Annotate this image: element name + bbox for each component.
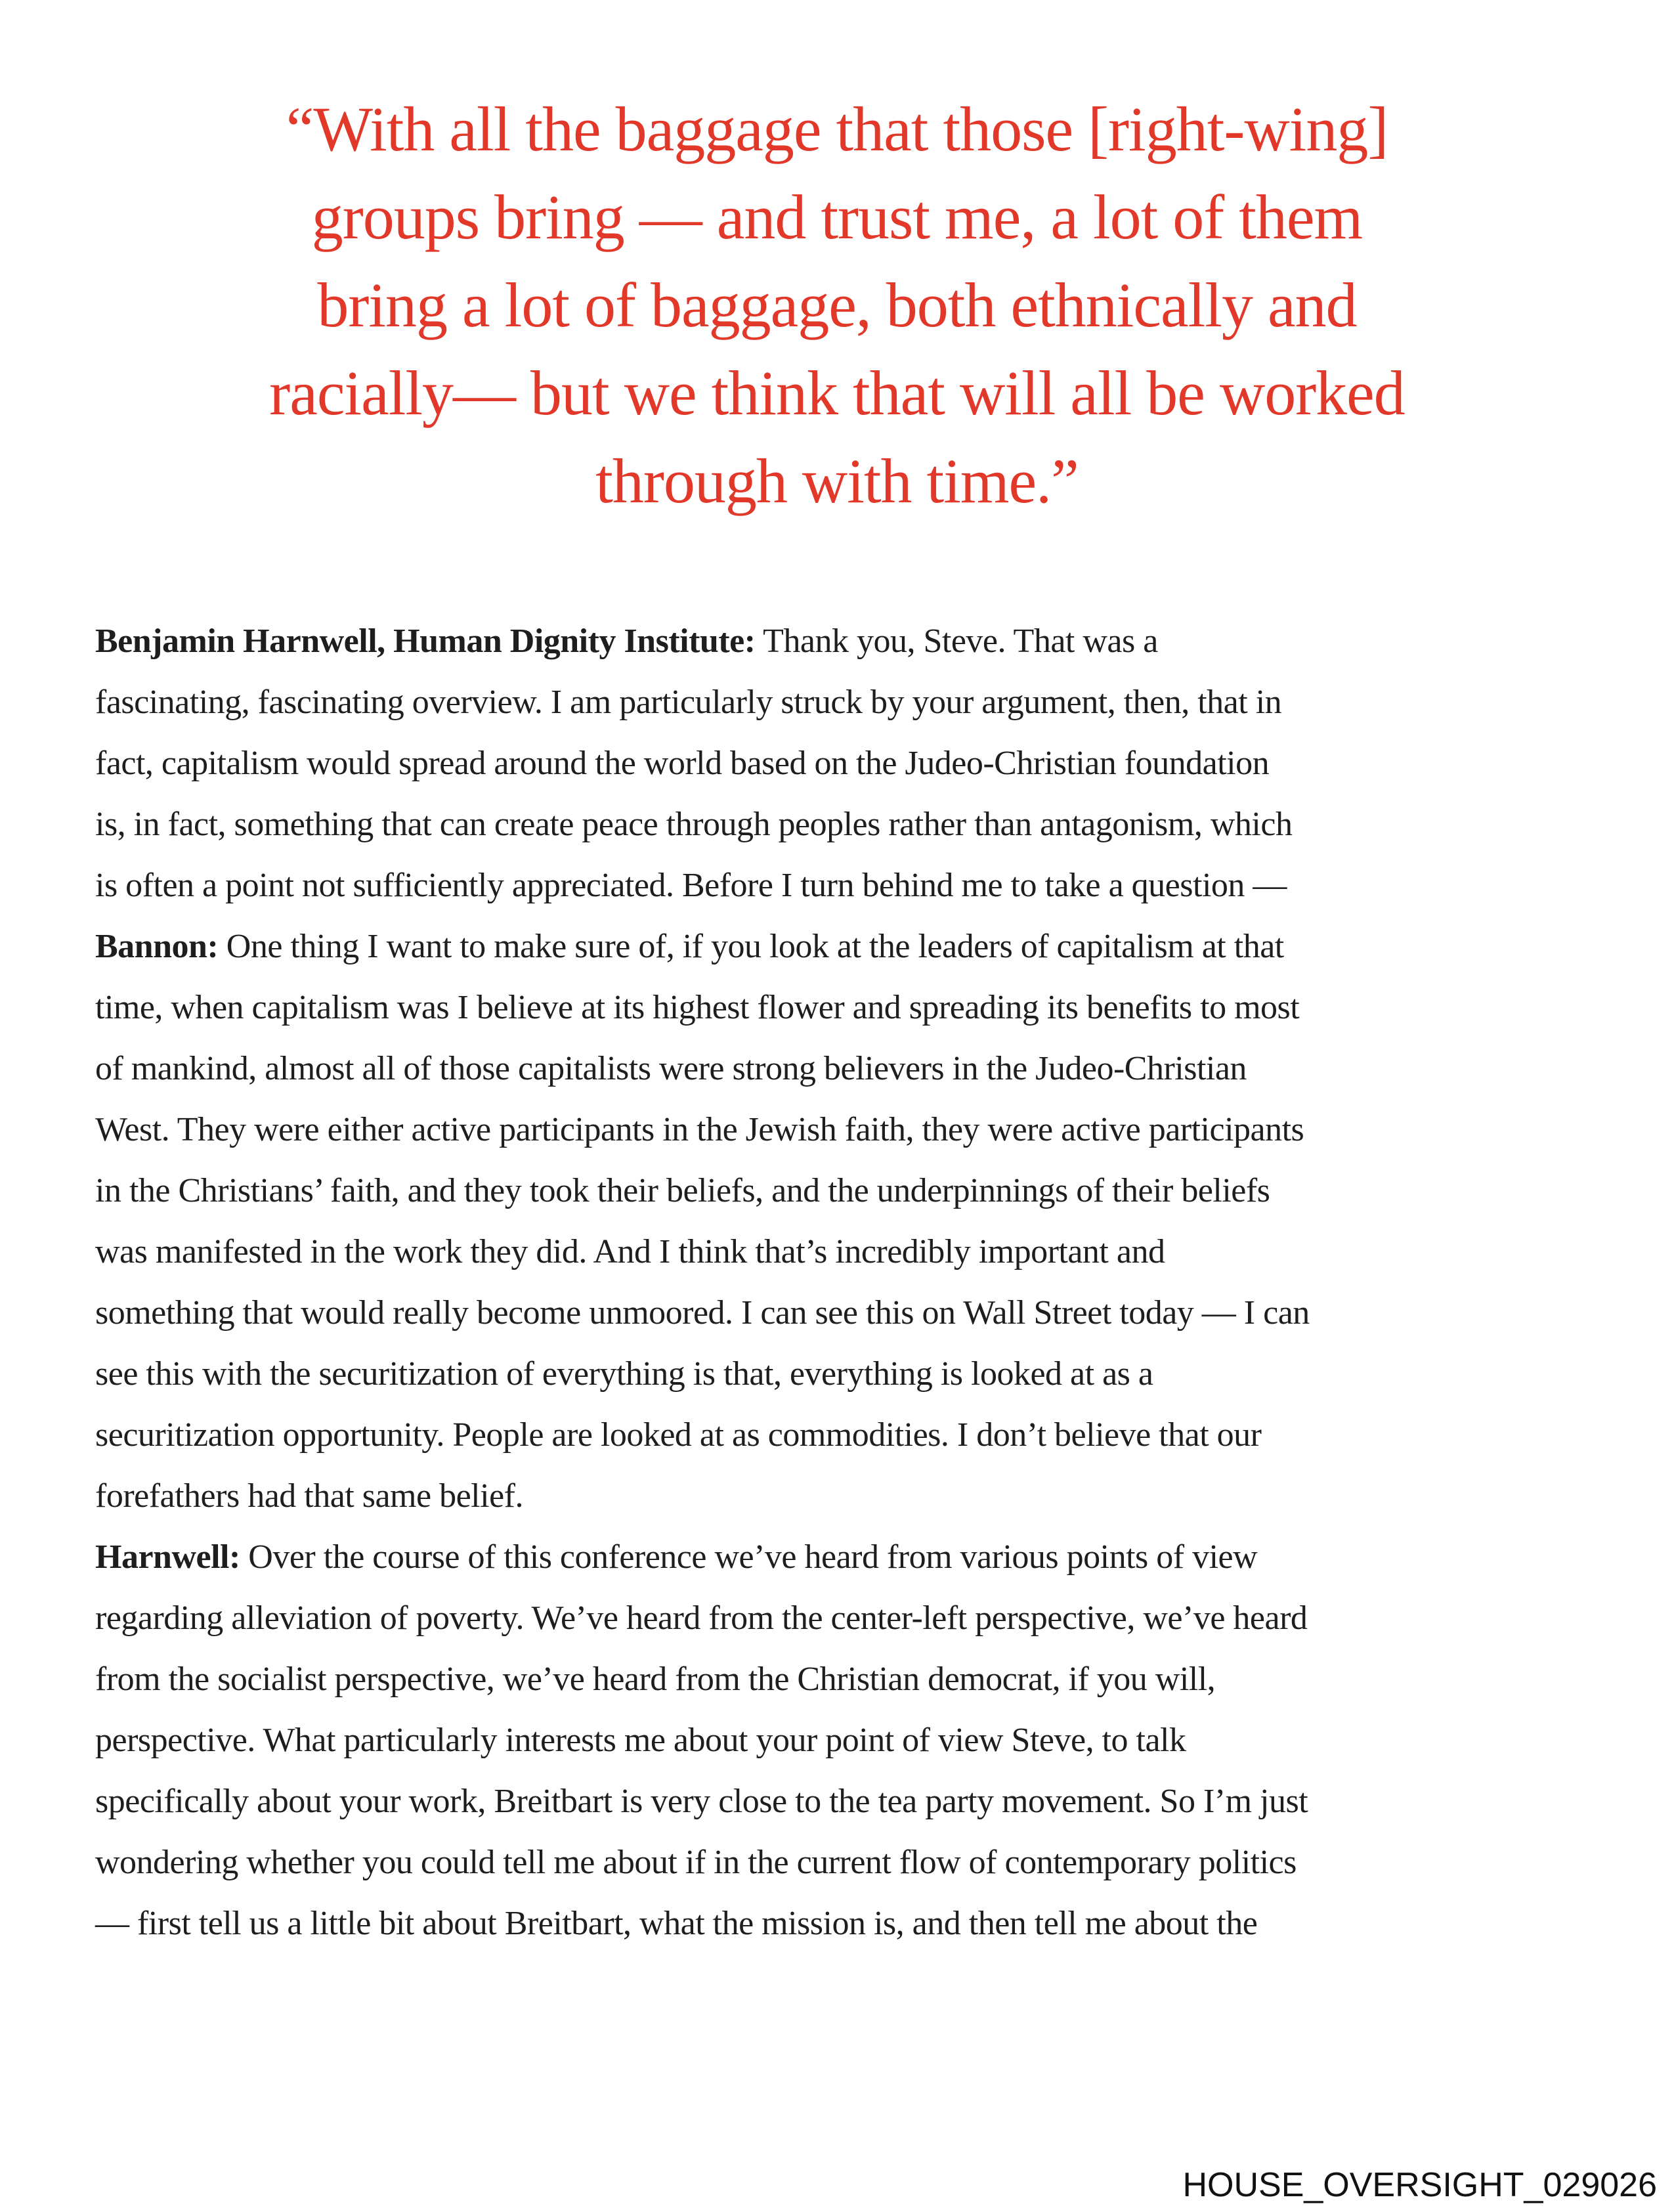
transcript-line: is often a point not sufficiently appreciated. Before I turn behind me to take a question — (95, 867, 1287, 904)
transcript-line: West. They were either active participants in the Jewish faith, they were active participants (95, 1111, 1304, 1148)
transcript-line: from the socialist perspective, we’ve heard from the Christian democrat, if you will, (95, 1660, 1216, 1698)
transcript-line: Benjamin Harnwell, Human Dignity Institute: Thank you, Steve. That was a (95, 622, 1158, 660)
transcript-line: of mankind, almost all of those capitalists were strong believers in the Judeo-Christian (95, 1050, 1247, 1087)
transcript-line: see this with the securitization of everything is that, everything is looked at as a (95, 1355, 1153, 1393)
transcript-line: fact, capitalism would spread around the world based on the Judeo-Christian foundation (95, 745, 1270, 782)
speaker-name: Harnwell: (95, 1538, 240, 1576)
transcript-line: perspective. What particularly interests me about your point of view Steve, to talk (95, 1722, 1186, 1759)
transcript-line: forefathers had that same belief. (95, 1477, 523, 1515)
transcript-line: was manifested in the work they did. And I think that’s incredibly important and (95, 1233, 1165, 1270)
pull-quote-line: through with time.” (595, 446, 1079, 516)
transcript-line: fascinating, fascinating overview. I am particularly struck by your argument, then, that in (95, 683, 1282, 721)
transcript-line: time, when capitalism was I believe at its highest flower and spreading its benefits to most (95, 989, 1300, 1026)
transcript-line: is, in fact, something that can create peace through peoples rather than antagonism, which (95, 806, 1293, 843)
transcript-line: Harnwell: Over the course of this conference we’ve heard from various points of view (95, 1538, 1258, 1576)
transcript-line: Bannon: One thing I want to make sure of, if you look at the leaders of capitalism at that (95, 928, 1284, 965)
pull-quote (82, 85, 1592, 525)
transcript-line: specifically about your work, Breitbart is very close to the tea party movement. So I’m just (95, 1783, 1308, 1820)
pull-quote-line: “With all the baggage that those [right-wing] (286, 94, 1388, 164)
transcript-line: securitization opportunity. People are looked at as commodities. I don’t believe that our (95, 1416, 1262, 1454)
document-id-stamp: HOUSE_OVERSIGHT_029026 (1182, 2166, 1657, 2204)
pull-quote-line: bring a lot of baggage, both ethnically and (317, 270, 1357, 340)
transcript-line: regarding alleviation of poverty. We’ve heard from the center-left perspective, we’ve heard (95, 1599, 1308, 1637)
transcript-line: in the Christians’ faith, and they took their beliefs, and the underpinnings of their beliefs (95, 1172, 1270, 1209)
speaker-name: Benjamin Harnwell, Human Dignity Institute: (95, 622, 756, 660)
transcript-line: wondering whether you could tell me about if in the current flow of contemporary politics (95, 1844, 1297, 1881)
pull-quote-line: groups bring — and trust me, a lot of them (311, 182, 1363, 252)
speaker-name: Bannon: (95, 928, 219, 965)
transcript-line: — first tell us a little bit about Breitbart, what the mission is, and then tell me about the (95, 1905, 1258, 1942)
transcript-line: something that would really become unmoored. I can see this on Wall Street today — I can (95, 1294, 1310, 1332)
pull-quote-line: racially— but we think that will all be worked (269, 358, 1405, 428)
transcript-body (95, 611, 1602, 1954)
